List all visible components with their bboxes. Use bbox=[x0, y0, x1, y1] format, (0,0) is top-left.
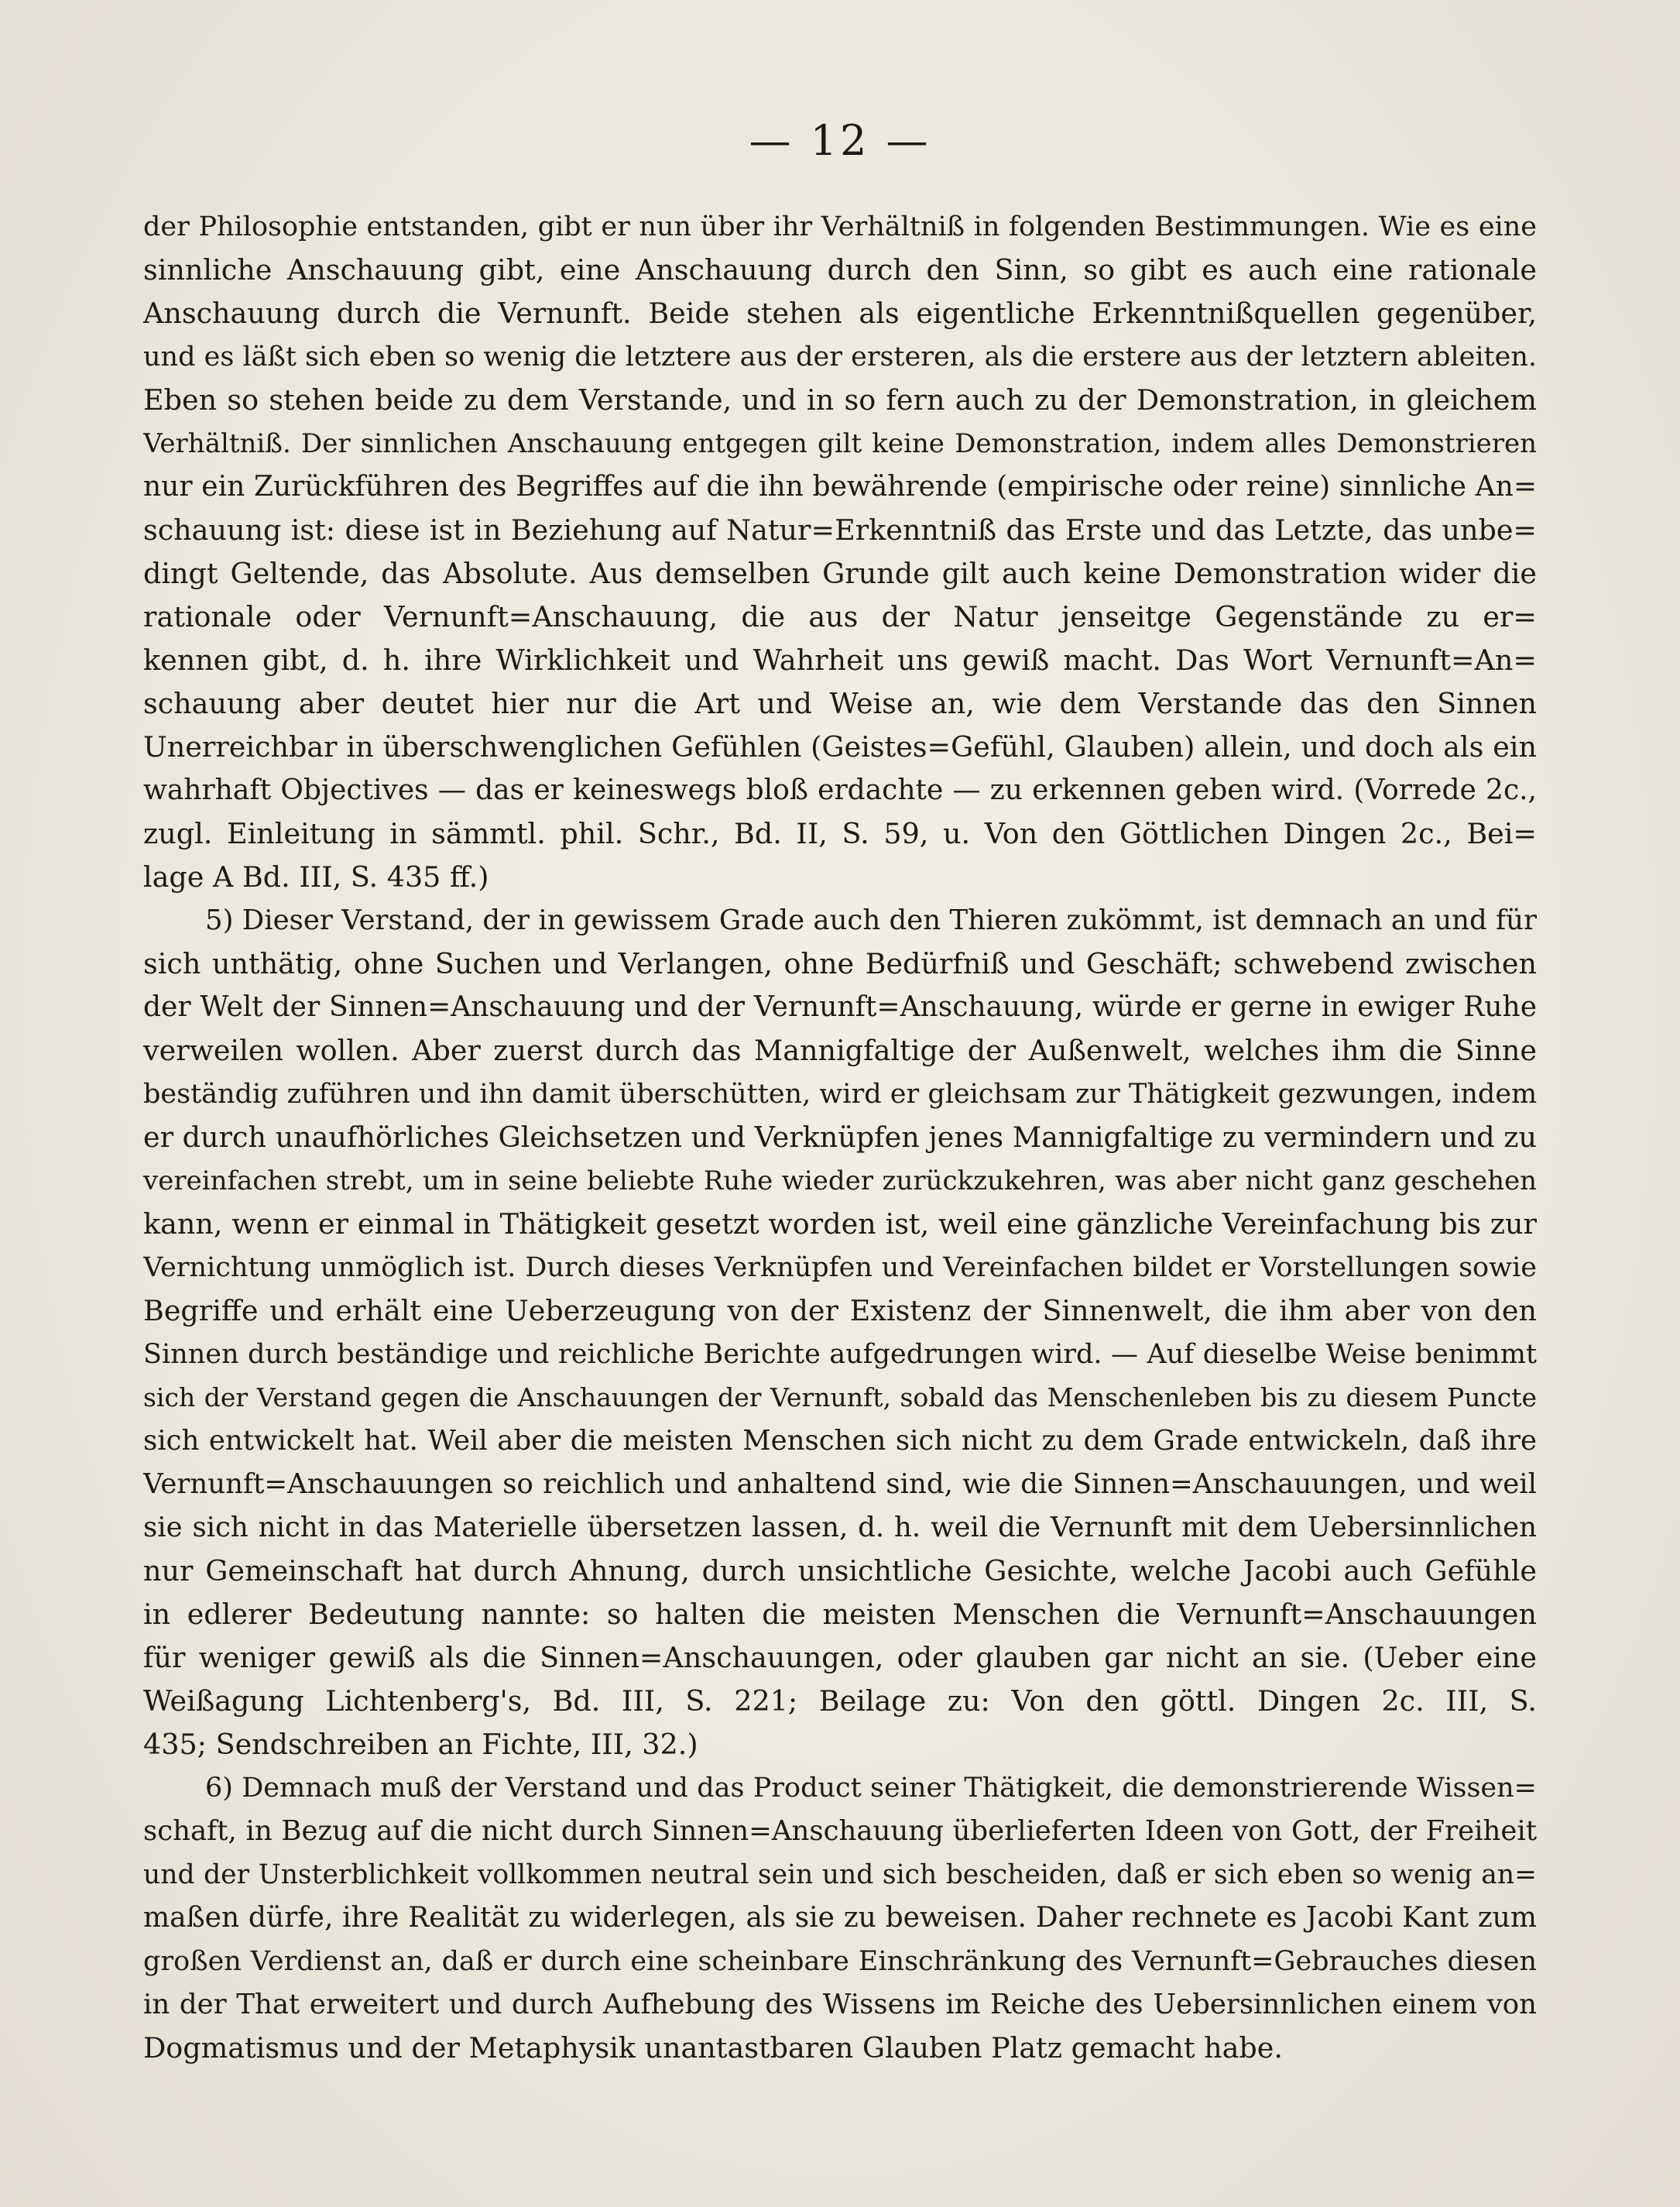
text-line: verweilen wollen. Aber zuerst durch das Mannigfaltige der Außenwelt, welches ihm die Sinne bbox=[143, 1034, 1537, 1067]
text-line: nur ein Zurückführen des Begriffes auf die ihn bewährende (empirische oder reine) sinnliche An= bbox=[143, 471, 1537, 503]
text-line: kann, wenn er einmal in Thätigkeit gesetzt worden ist, weil eine gänzliche Vereinfachung bis zur bbox=[143, 1207, 1537, 1241]
text-line: Weißagung Lichtenberg's, Bd. III, S. 221; Beilage zu: Von den göttl. Dingen 2c. III, S. bbox=[143, 1684, 1537, 1718]
body-text bbox=[143, 205, 1537, 2070]
text-line: sich entwickelt hat. Weil aber die meisten Menschen sich nicht zu dem Grade entwickeln, daß ihre bbox=[143, 1425, 1537, 1457]
text-line: nur Gemeinschaft hat durch Ahnung, durch unsichtliche Gesichte, welche Jacobi auch Gefühle bbox=[143, 1554, 1537, 1587]
text-line: wahrhaft Objectives — das er keineswegs bloß erdachte — zu erkennen geben wird. (Vorrede 2c., bbox=[143, 774, 1537, 806]
text-line: Verhältniß. Der sinnlichen Anschauung entgegen gilt keine Demonstration, indem alles Demonstrieren bbox=[143, 428, 1537, 459]
text-line: Sinnen durch beständige und reichliche Berichte aufgedrungen wird. — Auf dieselbe Weise benimmt bbox=[143, 1339, 1537, 1370]
text-line: 6) Demnach muß der Verstand und das Product seiner Thätigkeit, die demonstrierende Wissen= bbox=[205, 1773, 1537, 1804]
text-line: großen Verdienst an, daß er durch eine scheinbare Einschränkung des Vernunft=Gebrauches diesen bbox=[143, 1946, 1537, 1977]
text-line: Unerreichbar in überschwenglichen Gefühlen (Geistes=Gefühl, Glauben) allein, und doch als ein bbox=[143, 730, 1537, 764]
text-line: in der That erweitert und durch Aufhebung des Wissens im Reiche des Uebersinnlichen einem von bbox=[143, 1989, 1537, 2020]
text-line: Vernichtung unmöglich ist. Durch dieses Verknüpfen und Vereinfachen bildet er Vorstellungen sowie bbox=[143, 1252, 1537, 1283]
text-line: für weniger gewiß als die Sinnen=Anschauungen, oder glauben gar nicht an sie. (Ueber eine bbox=[143, 1641, 1537, 1674]
text-line: sich unthätig, ohne Suchen und Verlangen, ohne Bedürfniß und Geschäft; schwebend zwischen bbox=[143, 947, 1537, 980]
text-line: 435; Sendschreiben an Fichte, III, 32.) bbox=[143, 1728, 698, 1761]
text-line: Anschauung durch die Vernunft. Beide stehen als eigentliche Erkenntnißquellen gegenüber, bbox=[143, 297, 1537, 330]
text-line: Vernunft=Anschauungen so reichlich und anhaltend sind, wie die Sinnen=Anschauungen, und weil bbox=[143, 1468, 1537, 1500]
text-line: schaft, in Bezug auf die nicht durch Sinnen=Anschauung überlieferten Ideen von Gott, der Freiheit bbox=[143, 1815, 1537, 1847]
text-line: maßen dürfe, ihre Realität zu widerlegen, als sie zu beweisen. Daher rechnete es Jacobi Kant zum bbox=[143, 1902, 1537, 1934]
text-line: sinnliche Anschauung gibt, eine Anschauung durch den Sinn, so gibt es auch eine rationale bbox=[143, 253, 1537, 287]
text-line: Dogmatismus und der Metaphysik unantastbaren Glauben Platz gemacht habe. bbox=[143, 2031, 1283, 2065]
text-line: sich der Verstand gegen die Anschauungen der Vernunft, sobald das Menschenleben bis zu diesem Puncte bbox=[143, 1382, 1537, 1412]
text-line: beständig zuführen und ihn damit überschütten, wird er gleichsam zur Thätigkeit gezwungen, indem bbox=[143, 1079, 1537, 1110]
text-line: der Philosophie entstanden, gibt er nun über ihr Verhältniß in folgenden Bestimmungen. Wie es eine bbox=[143, 211, 1537, 242]
text-line: und es läßt sich eben so wenig die letztere aus der ersteren, als die erstere aus der letztern ableiten. bbox=[143, 342, 1537, 372]
text-line: er durch unaufhörliches Gleichsetzen und Verknüpfen jenes Mannigfaltige zu vermindern und zu bbox=[143, 1121, 1537, 1154]
text-line: vereinfachen strebt, um in seine beliebte Ruhe wieder zurückzukehren, was aber nicht ganz geschehen bbox=[143, 1165, 1537, 1196]
text-line: dingt Geltende, das Absolute. Aus demselben Grunde gilt auch keine Demonstration wider die bbox=[143, 557, 1537, 590]
text-line: 5) Dieser Verstand, der in gewissem Grade auch den Thieren zukömmt, ist demnach an und für bbox=[205, 904, 1537, 936]
page-number: — 12 — bbox=[749, 116, 931, 165]
text-line: schauung ist: diese ist in Beziehung auf Natur=Erkenntniß das Erste und das Letzte, das unbe= bbox=[143, 513, 1537, 547]
text-line: schauung aber deutet hier nur die Art und Weise an, wie dem Verstande das den Sinnen bbox=[143, 687, 1537, 720]
text-line: in edlerer Bedeutung nannte: so halten die meisten Menschen die Vernunft=Anschauungen bbox=[143, 1598, 1537, 1631]
text-line: sie sich nicht in das Materielle übersetzen lassen, d. h. weil die Vernunft mit dem Uebersinnlichen bbox=[143, 1512, 1537, 1543]
text-line: rationale oder Vernunft=Anschauung, die aus der Natur jenseitge Gegenstände zu er= bbox=[143, 600, 1537, 633]
text-line: kennen gibt, d. h. ihre Wirklichkeit und Wahrheit uns gewiß macht. Das Wort Vernunft=An= bbox=[143, 644, 1537, 677]
text-line: Begriffe und erhält eine Ueberzeugung von der Existenz der Sinnenwelt, die ihm aber von den bbox=[143, 1294, 1537, 1327]
text-line: und der Unsterblichkeit vollkommen neutral sein und sich bescheiden, daß er sich eben so wenig an= bbox=[143, 1859, 1537, 1890]
text-line: lage A Bd. III, S. 435 ff.) bbox=[143, 860, 489, 894]
text-line: der Welt der Sinnen=Anschauung und der Vernunft=Anschauung, würde er gerne in ewiger Ruhe bbox=[143, 991, 1537, 1023]
text-line: zugl. Einleitung in sämmtl. phil. Schr., Bd. II, S. 59, u. Von den Göttlichen Dingen 2c., Bei= bbox=[143, 817, 1537, 850]
text-line: Eben so stehen beide zu dem Verstande, und in so fern auch zu der Demonstration, in gleichem bbox=[143, 383, 1537, 417]
